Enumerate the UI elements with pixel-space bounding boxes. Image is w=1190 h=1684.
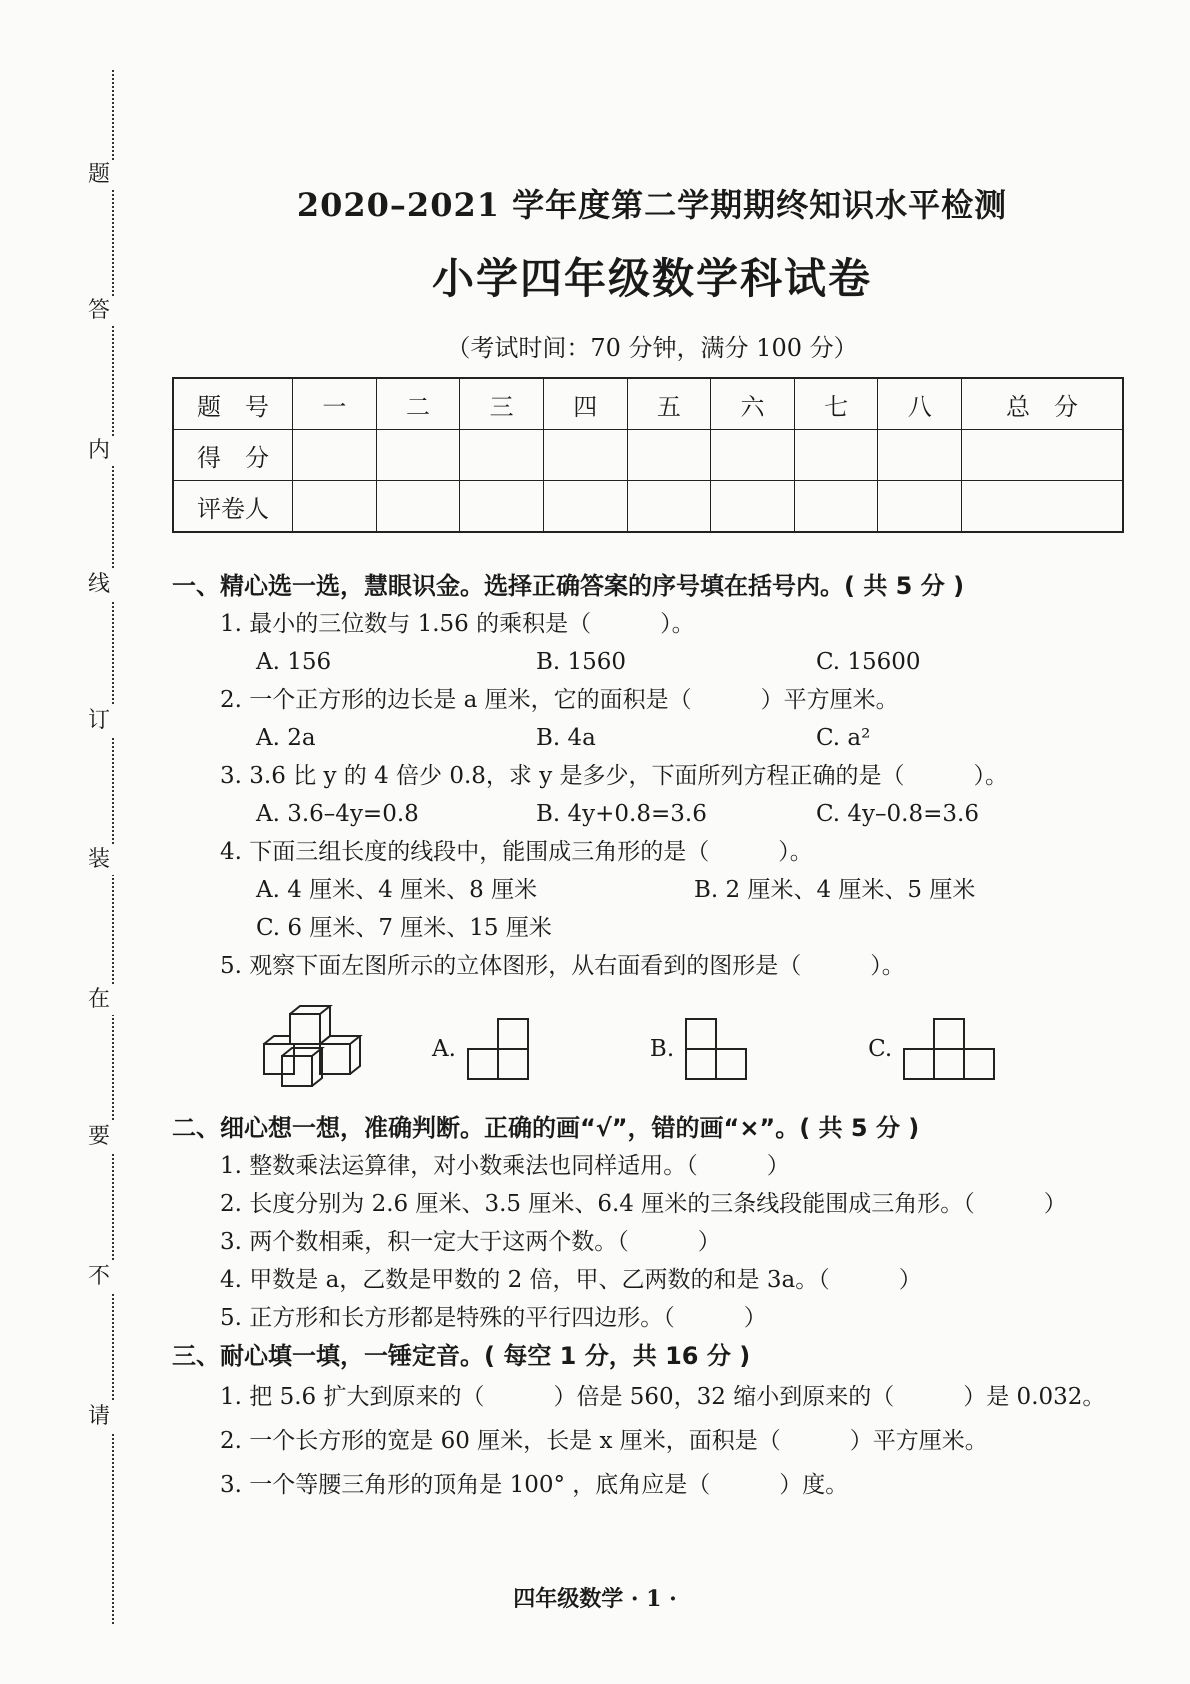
column-header: 总 分 [962,378,1124,430]
grader-row [173,481,1123,533]
column-header: 三 [460,378,544,430]
grader-cell[interactable] [794,481,878,533]
option-label: B. [649,1036,675,1062]
column-header: 一 [293,378,377,430]
grader-cell[interactable] [878,481,962,533]
score-row [173,430,1123,481]
column-header: 四 [543,378,627,430]
question: 2. 一个长方形的宽是 60 厘米，长是 x 厘米，面积是（ ）平方厘米。 [220,1428,988,1454]
column-header: 七 [794,378,878,430]
question: 5. 正方形和长方形都是特殊的平行四边形。（ ） [220,1305,767,1331]
option-b-diagram [684,1017,748,1081]
row-label: 题 号 [173,378,293,430]
score-table-header-row [173,378,1123,430]
options [256,795,1132,833]
question: 5. 观察下面左图所示的立体图形，从右面看到的图形是（ ）。 [220,953,905,979]
figure-row [258,999,1132,1099]
option: B. 4y+0.8=3.6 [536,801,707,827]
binding-char: 在 [84,985,114,1015]
section-heading: 二、细心想一想，准确判断。正确的画“√”，错的画“×”。( 共 5 分 ) [172,1114,920,1142]
grader-cell[interactable] [376,481,460,533]
section-heading: 一、精心选一选，慧眼识金。选择正确答案的序号填在括号内。( 共 5 分 ) [172,572,965,600]
grader-cell[interactable] [460,481,544,533]
score-cell[interactable] [543,430,627,481]
option: A. 4 厘米、4 厘米、8 厘米 [256,877,538,903]
option: A. 2a [256,725,316,751]
question: 3. 一个等腰三角形的顶角是 100° ，底角应是（ ）度。 [220,1472,849,1498]
option: A. 156 [256,649,332,675]
option-a-diagram [466,1017,530,1081]
row-label: 评卷人 [173,481,293,533]
exam-page [172,180,1132,1507]
option: C. 15600 [816,649,921,675]
score-cell[interactable] [627,430,711,481]
score-cell[interactable] [293,430,377,481]
column-header: 六 [711,378,795,430]
column-header: 八 [878,378,962,430]
option: C. 6 厘米、7 厘米、15 厘米 [256,915,552,941]
question: 1. 把 5.6 扩大到原来的（ ）倍是 560，32 缩小到原来的（ ）是 0.032。 [220,1384,1106,1410]
option-label: A. [432,1036,456,1062]
binding-char: 题 [84,160,114,190]
question: 2. 一个正方形的边长是 a 厘米，它的面积是（ ）平方厘米。 [220,687,899,713]
question: 1. 整数乘法运算律，对小数乘法也同样适用。（ ） [220,1153,790,1179]
binding-char: 订 [84,706,114,736]
score-cell[interactable] [460,430,544,481]
score-cell[interactable] [962,430,1124,481]
score-cell[interactable] [376,430,460,481]
column-header: 五 [627,378,711,430]
options [256,909,1132,947]
binding-char: 内 [84,436,114,466]
solid-figure-diagram [258,1004,370,1094]
score-table [172,377,1124,533]
option: B. 4a [536,725,596,751]
option: A. 3.6–4y=0.8 [256,801,419,827]
grader-cell[interactable] [711,481,795,533]
question: 2. 长度分别为 2.6 厘米、3.5 厘米、6.4 厘米的三条线段能围成三角形。（ ） [220,1191,1067,1217]
option-label: C. [868,1036,893,1062]
score-cell[interactable] [711,430,795,481]
grader-cell[interactable] [543,481,627,533]
row-label: 得 分 [173,430,293,481]
exam-info: （考试时间：70 分钟，满分 100 分） [446,334,858,362]
section-heading: 三、耐心填一填，一锤定音。( 每空 1 分，共 16 分 ) [172,1342,751,1370]
option: C. 4y–0.8=3.6 [816,801,979,827]
options [256,643,1132,681]
options [256,871,1132,909]
question: 3. 3.6 比 y 的 4 倍少 0.8，求 y 是多少，下面所列方程正确的是（ ）。 [220,763,1009,789]
question: 1. 最小的三位数与 1.56 的乘积是（ ）。 [220,611,695,637]
question: 4. 甲数是 a，乙数是甲数的 2 倍，甲、乙两数的和是 3a。（ ） [220,1267,922,1293]
grader-cell[interactable] [962,481,1124,533]
score-cell[interactable] [878,430,962,481]
binding-char: 答 [84,296,114,326]
grader-cell[interactable] [293,481,377,533]
option: B. 2 厘米、4 厘米、5 厘米 [694,877,976,903]
exam-subtitle: 小学四年级数学科试卷 [431,254,872,303]
score-cell[interactable] [794,430,878,481]
options [256,719,1132,757]
option: C. a² [816,725,871,751]
binding-char: 要 [84,1122,114,1152]
binding-char: 不 [84,1262,114,1292]
grader-cell[interactable] [627,481,711,533]
binding-char: 装 [84,845,114,875]
option-c-diagram [902,1017,996,1081]
binding-char: 请 [84,1402,114,1432]
exam-title: 2020–2021 学年度第二学期期终知识水平检测 [296,186,1008,224]
column-header: 二 [376,378,460,430]
binding-char: 线 [84,570,114,600]
question: 4. 下面三组长度的线段中，能围成三角形的是（ ）。 [220,839,813,865]
option: B. 1560 [536,649,627,675]
page-footer: 四年级数学 · 1 · [513,1586,677,1612]
question: 3. 两个数相乘，积一定大于这两个数。（ ） [220,1229,721,1255]
